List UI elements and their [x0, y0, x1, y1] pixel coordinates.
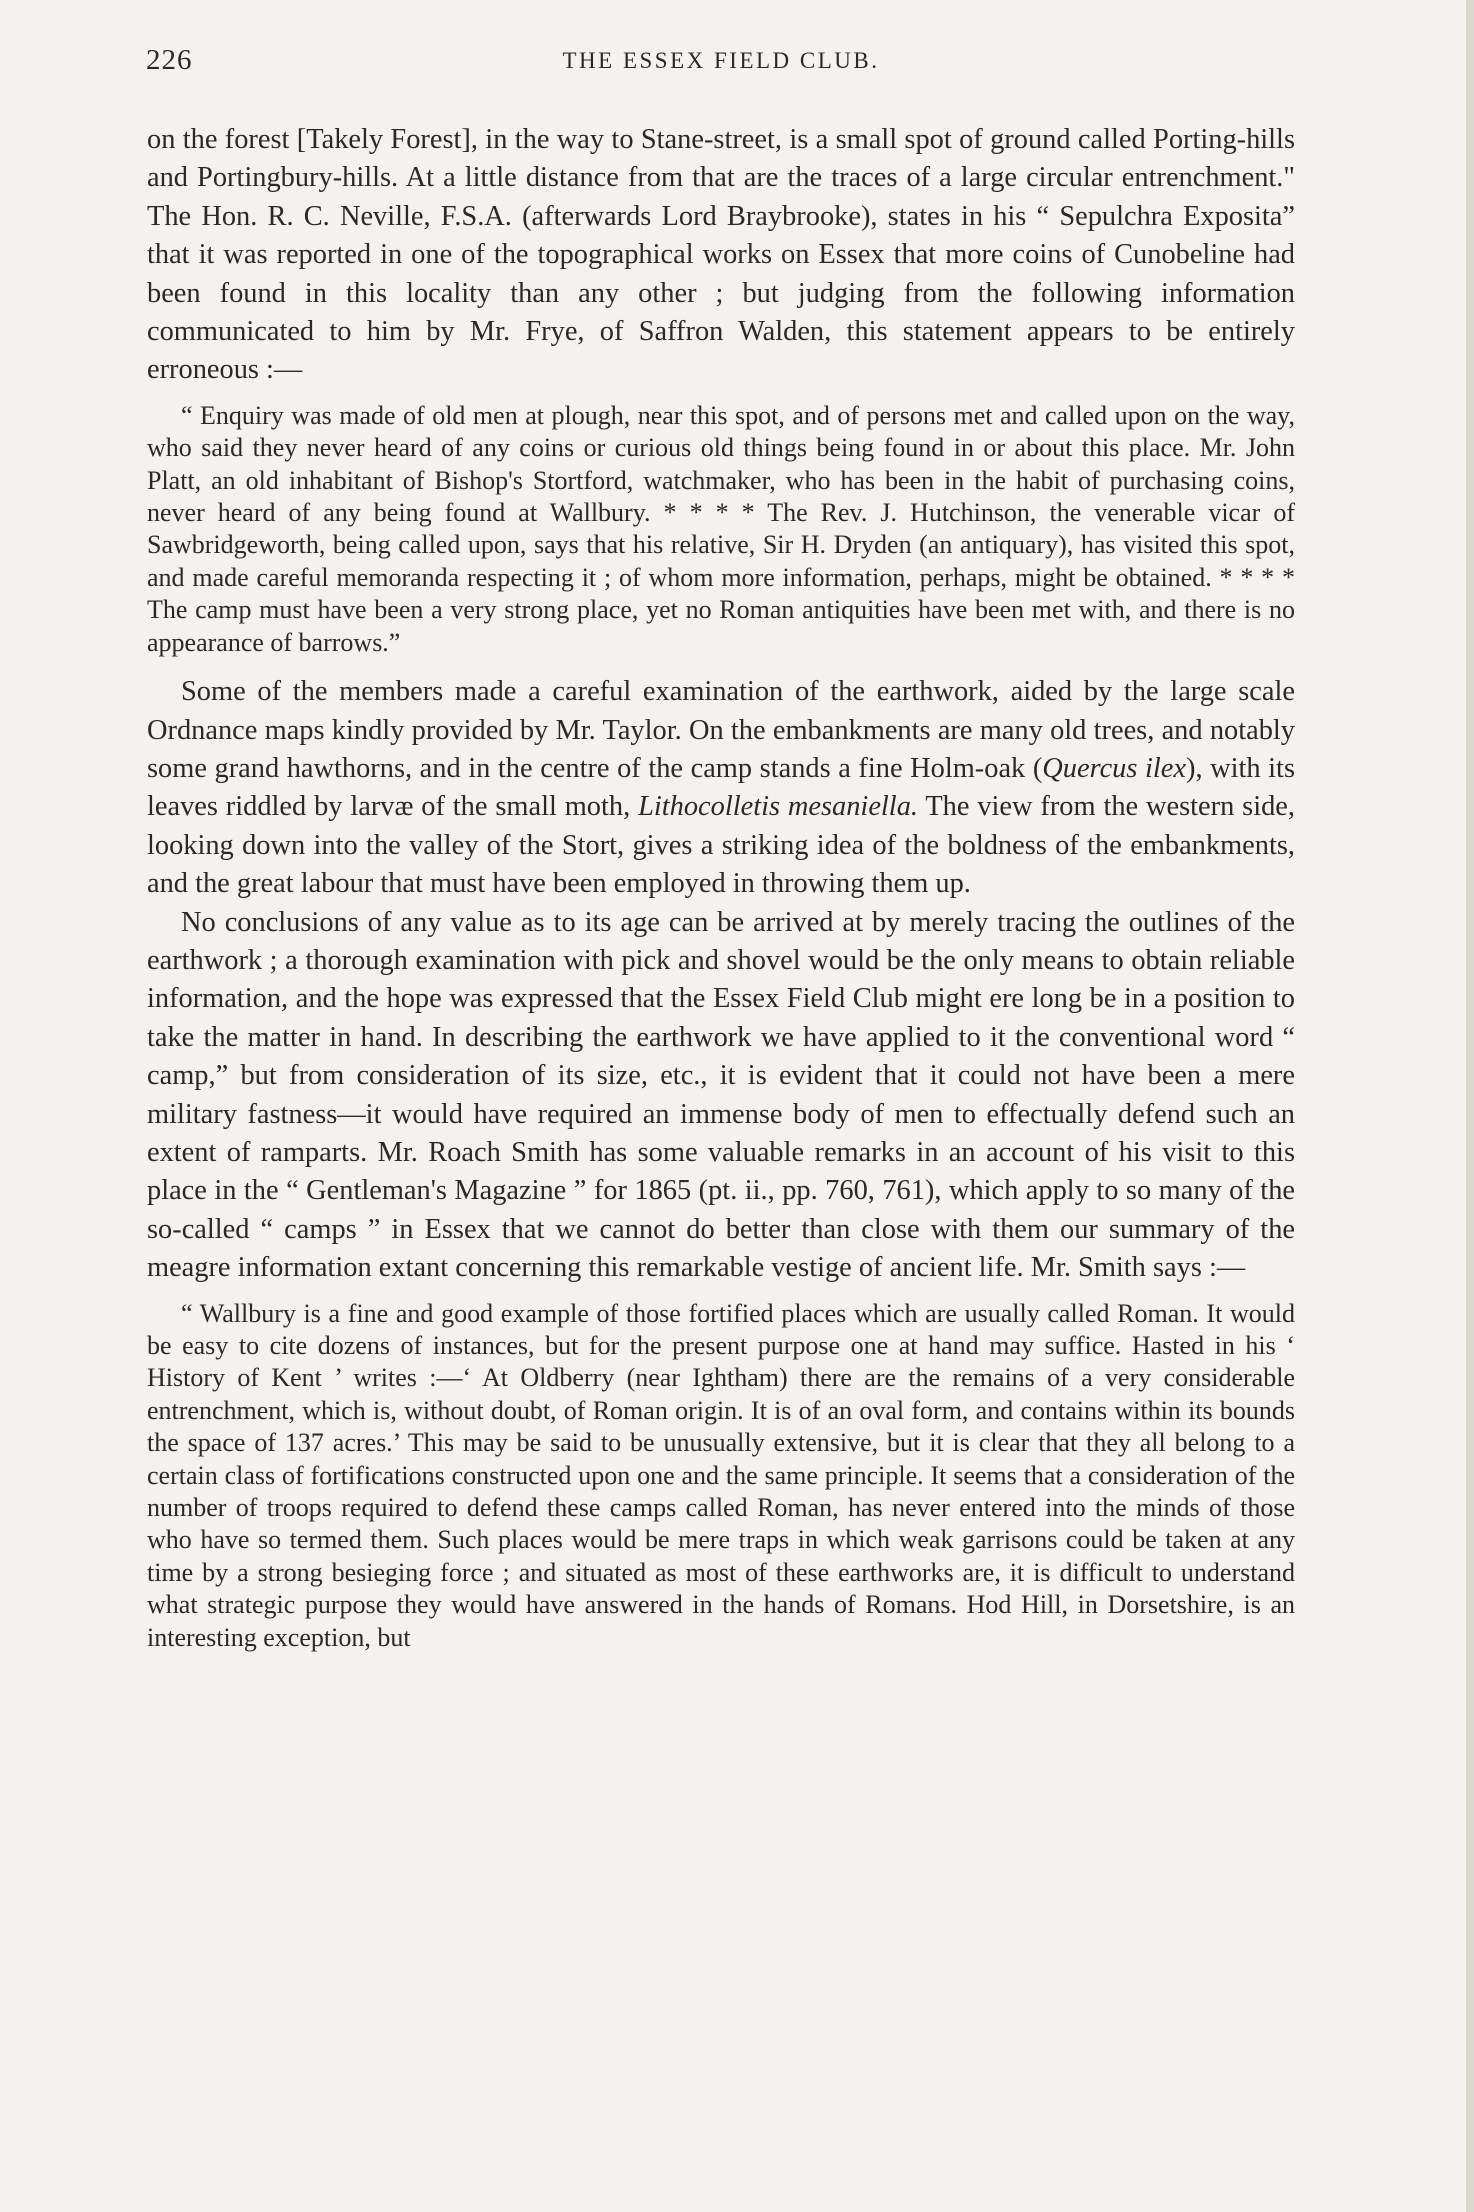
latin-name-moth: Lithocolletis mesaniella. — [638, 791, 918, 823]
latin-name-oak: Quercus ilex — [1042, 752, 1186, 784]
paragraph-conclusions: No conclusions of any value as to its age can be arrived at by merely tracing the outlines of the earthwork ; a thorough examination with pick and shovel would be the only means to obtain reliable information, and the hope was expressed that the Essex Field Club might ere long be in a position to take the matter in hand. In describing the earthwork we have applied to it the conventional word “ camp,” but from consideration of its size, etc., it is evident that it could not have been a mere military fastness—it would have required an immense body of men to effectually defend such an extent of ramparts. Mr. Roach Smith has some valuable remarks in an account of his visit to this place in the “ Gentleman's Magazine ” for 1865 (pt. ii., pp. 760, 761), which apply to so many of the so-called “ camps ” in Essex that we cannot do better than close with them our summary of the meagre information extant concerning this remarkable vestige of ancient life. Mr. Smith says :— — [147, 906, 1295, 1284]
paragraph-text: ), with its leaves riddled by larvæ of the small moth, — [147, 752, 1295, 823]
page-number: 226 — [146, 44, 193, 76]
paragraph-text: The view from the western side, looking down into the valley of the Stort, gives a striking idea of the boldness of the embankments, and the great labour that must have been employed in throwing them up. — [147, 791, 1295, 900]
paragraph-examination — [147, 673, 1295, 903]
running-title: THE ESSEX FIELD CLUB. — [562, 48, 880, 73]
page-header — [146, 44, 1296, 84]
page-body — [147, 121, 1295, 1654]
paragraph-text: Some of the members made a careful examination of the earthwork, aided by the large scale Ordnance maps kindly provided by Mr. Taylor. On the embankments are many old trees, and notably some grand hawthorns, and in the centre of the camp stands a fine Holm-oak ( — [147, 676, 1295, 784]
block-quote-smith: “ Wallbury is a fine and good example of those fortified places which are usually called Roman. It would be easy to cite dozens of instances, but for the present purpose one at hand may suffice. Hasted in his ‘ History of Kent ’ writes :—‘ At Oldberry (near Ightham) there are the remains of a very considerable entrenchment, which is, without doubt, of Roman origin. It is of an oval form, and contains within its bounds the space of 137 acres.’ This may be said to be unusually extensive, but it is clear that they all belong to a certain class of fortifications constructed upon one and the same principle. It seems that a consideration of the number of troops required to defend these camps called Roman, has never entered into the minds of those who have so termed them. Such places would be mere traps in which weak garrisons could be taken at any time by a strong besieging force ; and situated as most of these earthworks are, it is difficult to understand what strategic purpose they would have answered in the hands of Romans. Hod Hill, in Dorsetshire, is an interesting exception, but — [147, 1298, 1295, 1652]
paragraph-continuation: on the forest [Takely Forest], in the way to Stane-street, is a small spot of ground called Porting-hills and Portingbury-hills. At a little distance from that are the traces of a large circular entrenchment." The Hon. R. C. Neville, F.S.A. (afterwards Lord Braybrooke), states in his “ Sepulchra Exposita” that it was reported in one of the topographical works on Essex that more coins of Cunobeline had been found in this locality than any other ; but judging from the following information communicated to him by Mr. Frye, of Saffron Walden, this statement appears to be entirely erroneous :— — [147, 124, 1295, 386]
page-edge-shadow — [1466, 0, 1474, 2212]
block-quote-frye: “ Enquiry was made of old men at plough, near this spot, and of persons met and called upon on the way, who said they never heard of any coins or curious old things being found in or about this place. Mr. John Platt, an old inhabitant of Bishop's Stortford, watchmaker, who has been in the habit of purchasing coins, never heard of any being found at Wallbury. * * * * The Rev. J. Hutchinson, the venerable vicar of Sawbridgeworth, being called upon, says that his relative, Sir H. Dryden (an antiquary), has visited this spot, and made careful memoranda respecting it ; of whom more information, perhaps, might be obtained. * * * * The camp must have been a very strong place, yet no Roman antiquities have been met with, and there is no appearance of barrows.” — [147, 400, 1295, 657]
